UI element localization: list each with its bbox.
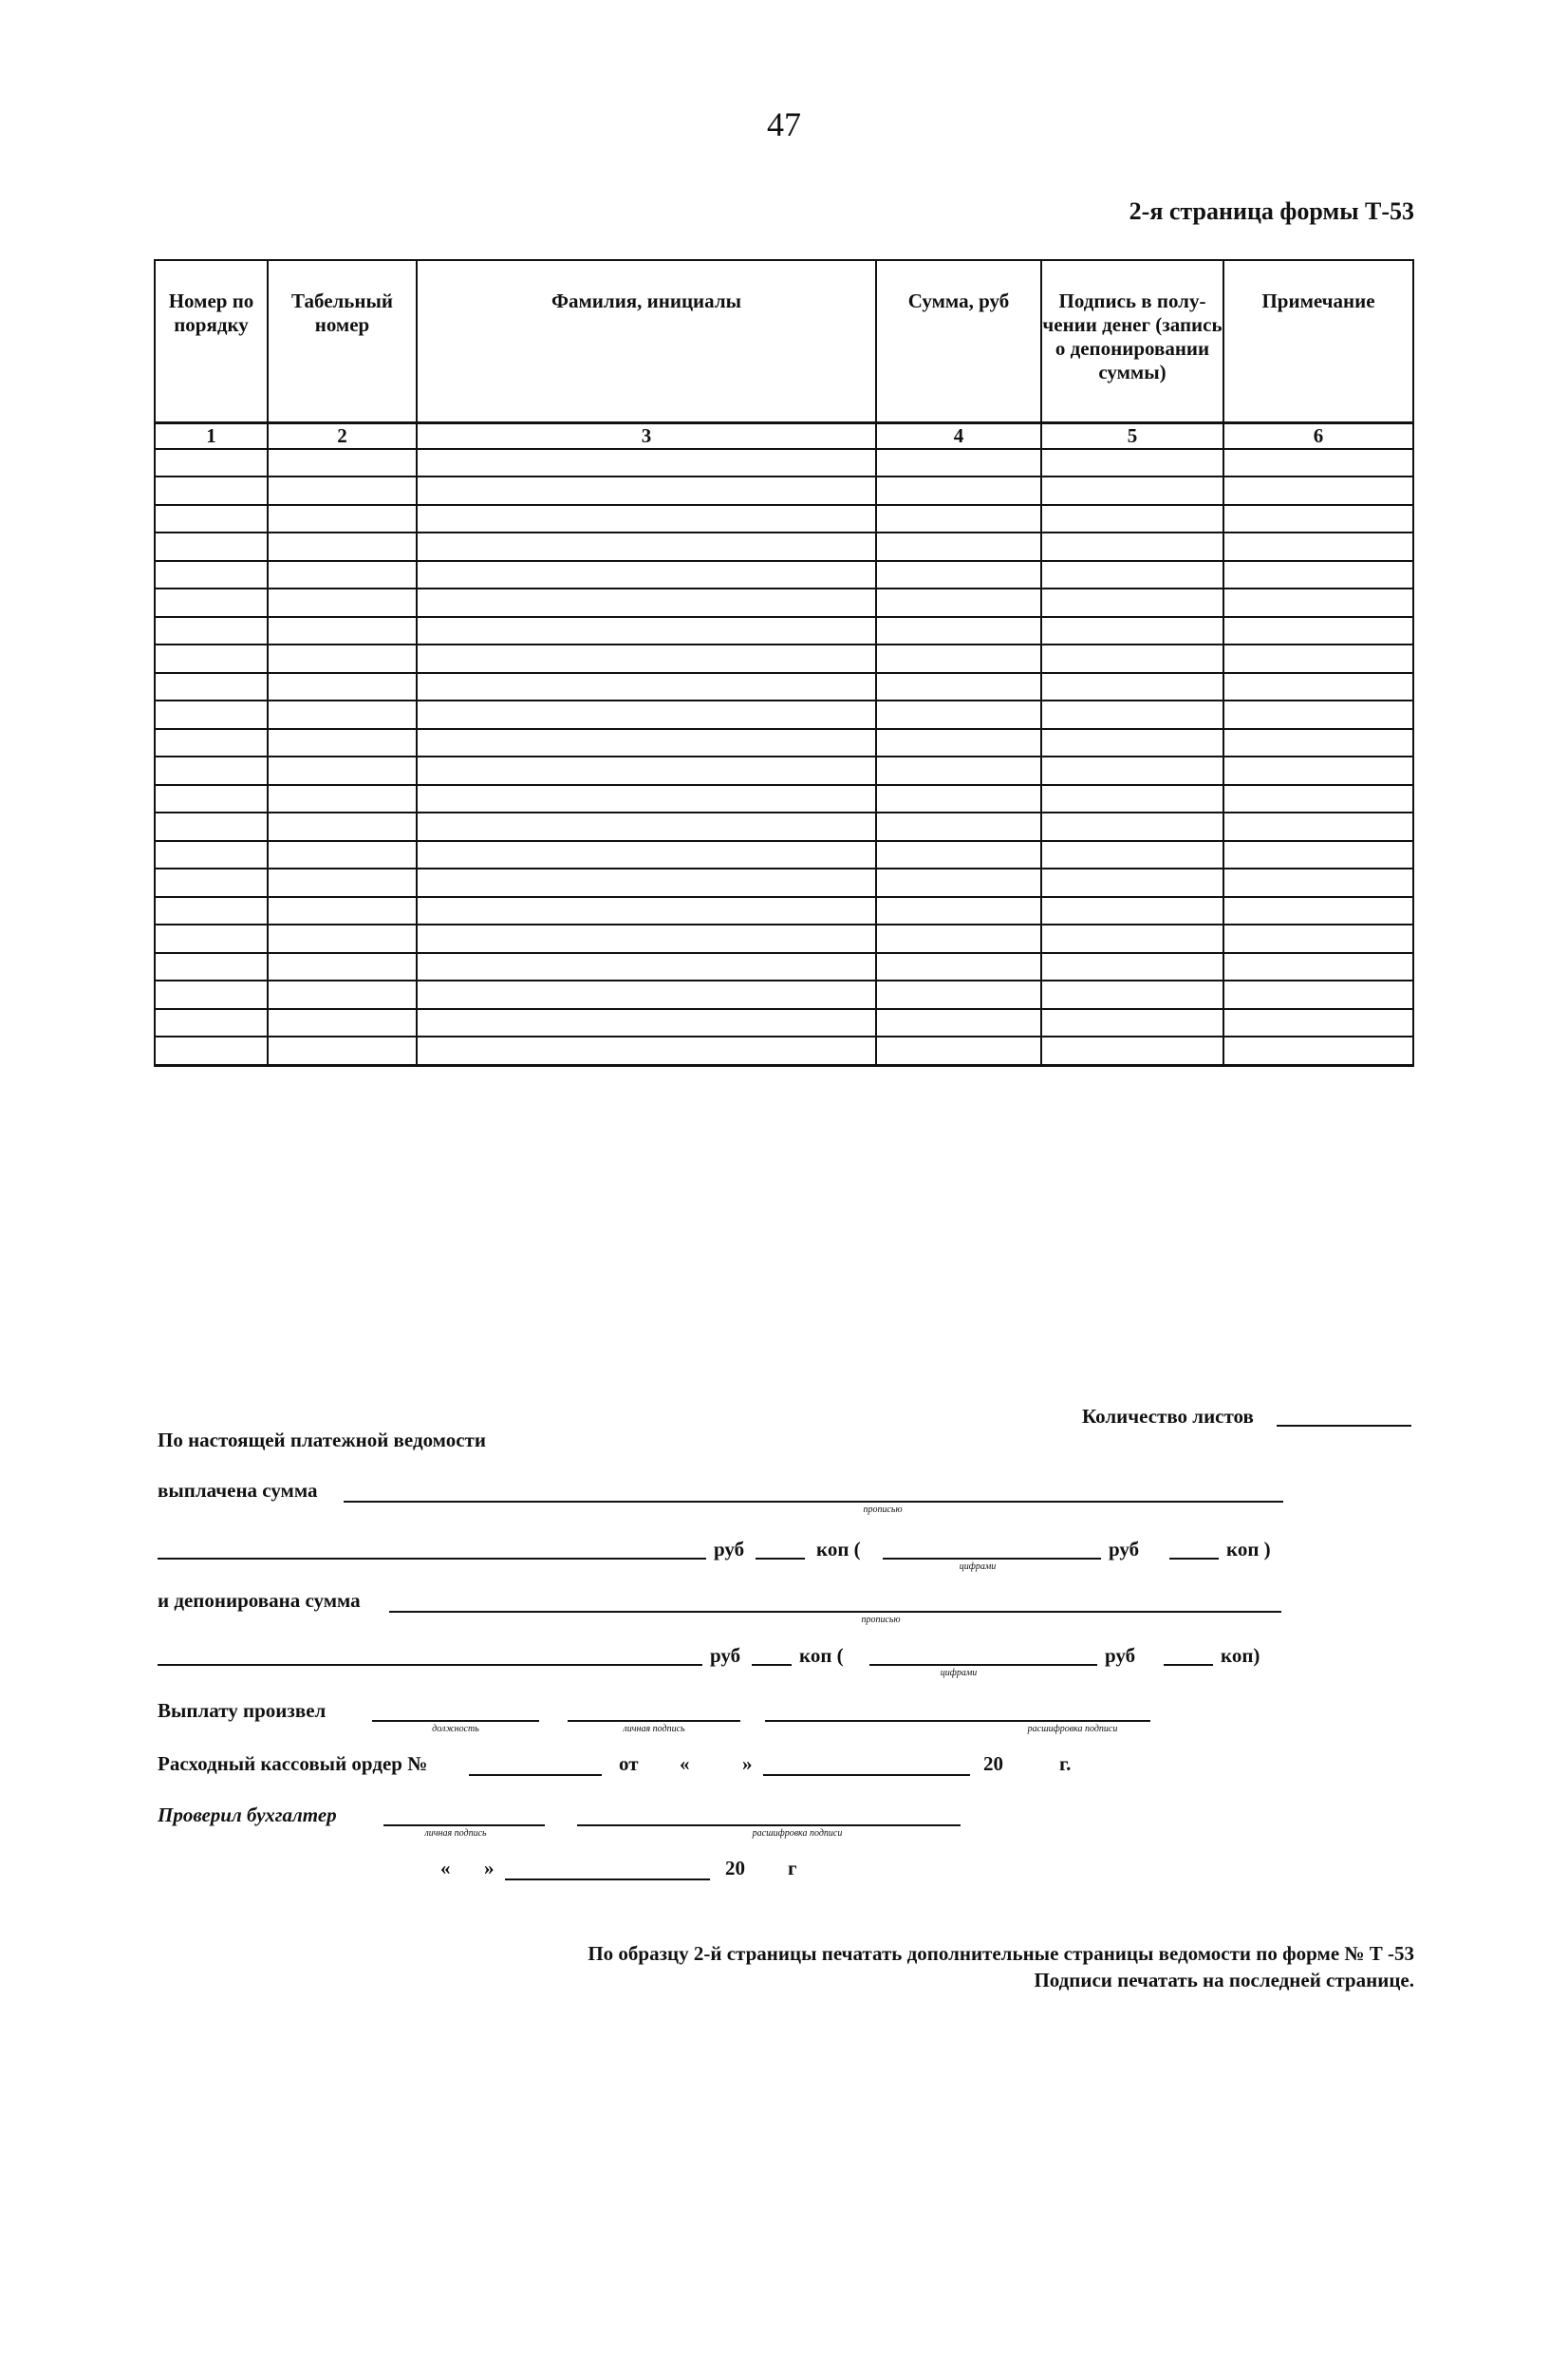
table-cell[interactable] [417,701,876,729]
table-cell[interactable] [268,953,417,981]
table-cell[interactable] [876,1009,1041,1037]
table-cell[interactable] [417,505,876,533]
table-cell[interactable] [268,925,417,953]
page-number: 47 [767,105,801,143]
table-row [155,477,1413,505]
table-cell[interactable] [417,673,876,701]
table-cell[interactable] [1223,1009,1413,1037]
table-cell[interactable] [1223,533,1413,561]
table-cell[interactable] [1041,925,1223,953]
table-cell[interactable] [1223,505,1413,533]
table-cell[interactable] [1041,505,1223,533]
table-cell[interactable] [876,449,1041,477]
table-row [155,785,1413,813]
paid-digits-caption: цифрами [959,1561,997,1572]
table-cell[interactable] [268,841,417,869]
deposited-kop2-field[interactable] [1164,1664,1213,1666]
deposited-kop-close-label: коп) [1221,1644,1260,1667]
table-cell[interactable] [1041,673,1223,701]
table-cell[interactable] [155,897,268,925]
deposited-digits-caption: цифрами [940,1668,978,1678]
table-cell[interactable] [876,757,1041,785]
paid-sum-words-field-2[interactable] [158,1558,706,1560]
table-cell[interactable] [1223,589,1413,617]
table-row [155,1037,1413,1065]
table-cell[interactable] [1041,477,1223,505]
table-cell[interactable] [155,1037,268,1065]
table-cell[interactable] [417,449,876,477]
header-signature: Подпись в полу-чении денег (запись о депонировании суммы) [1041,260,1223,422]
table-cell[interactable] [155,617,268,645]
paid-sum-words-field[interactable] [344,1501,1283,1503]
table-cell[interactable] [1223,701,1413,729]
table-cell[interactable] [268,757,417,785]
table-cell[interactable] [268,477,417,505]
column-number: 5 [1041,422,1223,449]
table-cell[interactable] [268,1037,417,1065]
position-caption: должность [432,1724,479,1734]
table-cell[interactable] [1223,953,1413,981]
table-cell[interactable] [1041,561,1223,589]
table-cell[interactable] [155,505,268,533]
payment-position-field[interactable] [372,1720,539,1722]
table-row [155,729,1413,757]
table-cell[interactable] [876,477,1041,505]
table-cell[interactable] [1041,841,1223,869]
table-cell[interactable] [268,869,417,897]
payment-signature-caption: личная подпись [623,1724,685,1734]
paid-kop-open-label: коп ( [816,1538,861,1561]
table-row [155,897,1413,925]
table-cell[interactable] [417,869,876,897]
table-row [155,589,1413,617]
form-caption: 2-я страница формы Т-53 [1129,197,1414,225]
checked-signature-decode-field[interactable] [577,1824,961,1826]
table-cell[interactable] [1223,869,1413,897]
table-row [155,701,1413,729]
table-cell[interactable] [876,561,1041,589]
table-cell[interactable] [268,785,417,813]
table-cell[interactable] [417,785,876,813]
table-cell[interactable] [1041,645,1223,673]
checked-accountant-label: Проверил бухгалтер [158,1804,337,1826]
cash-order-year: 20 [983,1752,1003,1775]
table-cell[interactable] [876,953,1041,981]
table-cell[interactable] [1041,729,1223,757]
paid-sum-label: выплачена сумма [158,1479,318,1502]
checked-quote-open: « [440,1857,451,1879]
table-row [155,561,1413,589]
table-cell[interactable] [417,925,876,953]
table-row [155,925,1413,953]
footer-note-2: Подписи печатать на последней странице. [1034,1969,1414,1991]
table-cell[interactable] [417,1037,876,1065]
paid-rub-label: руб [714,1538,745,1561]
deposited-sum-digits-field[interactable] [869,1664,1097,1666]
table-cell[interactable] [155,533,268,561]
checked-decode-caption: расшифровка подписи [752,1828,843,1839]
table-row [155,673,1413,701]
deposited-rub2-label: руб [1105,1644,1136,1667]
header-sum: Сумма, руб [876,260,1041,422]
table-row [155,617,1413,645]
column-number: 6 [1223,422,1413,449]
table-cell[interactable] [1223,617,1413,645]
cash-order-from: от [619,1752,639,1775]
table-cell[interactable] [876,505,1041,533]
payment-signature-decode-field[interactable] [765,1720,1150,1722]
checked-quote-close: » [484,1857,495,1879]
table-cell[interactable] [876,897,1041,925]
table-cell[interactable] [1041,617,1223,645]
paid-words-caption: прописью [863,1505,903,1515]
column-number: 3 [417,422,876,449]
table-cell[interactable] [1223,813,1413,841]
table-cell[interactable] [417,561,876,589]
table-row [155,505,1413,533]
table-cell[interactable] [268,645,417,673]
table-cell[interactable] [1223,757,1413,785]
cash-order-number-field[interactable] [469,1774,602,1776]
table-cell[interactable] [1041,757,1223,785]
table-cell[interactable] [1041,813,1223,841]
table-cell[interactable] [155,589,268,617]
checked-year: 20 [725,1857,745,1879]
table-cell[interactable] [1223,897,1413,925]
table-row [155,757,1413,785]
table-row [155,841,1413,869]
paid-sum-digits-field[interactable] [883,1558,1101,1560]
column-number: 2 [268,422,417,449]
sheets-count-label: Количество листов [1082,1405,1254,1428]
table-cell[interactable] [876,869,1041,897]
table-row [155,981,1413,1009]
checked-year-suffix: г [788,1857,797,1879]
table-cell[interactable] [417,897,876,925]
deposited-words-caption: прописью [861,1615,901,1625]
table-cell[interactable] [1041,449,1223,477]
table-cell[interactable] [876,785,1041,813]
table-cell[interactable] [417,729,876,757]
table-cell[interactable] [155,813,268,841]
checked-signature-field[interactable] [383,1824,545,1826]
header-tab-number: Табельный номер [268,260,417,422]
deposited-kop-open-label: коп ( [799,1644,844,1667]
table-row [155,533,1413,561]
table-cell[interactable] [1041,1037,1223,1065]
table-cell[interactable] [876,1037,1041,1065]
table-cell[interactable] [1223,673,1413,701]
table-cell[interactable] [417,645,876,673]
table-cell[interactable] [268,981,417,1009]
table-cell[interactable] [268,1009,417,1037]
table-cell[interactable] [1041,701,1223,729]
table-cell[interactable] [1223,477,1413,505]
table-cell[interactable] [155,925,268,953]
table-cell[interactable] [417,953,876,981]
table-cell[interactable] [155,981,268,1009]
table-cell[interactable] [876,981,1041,1009]
table-cell[interactable] [155,1009,268,1037]
footer-note-1: По образцу 2-й страницы печатать дополнительные страницы ведомости по форме № Т -53 [588,1942,1414,1965]
table-row [155,813,1413,841]
table-cell[interactable] [1223,841,1413,869]
table-cell[interactable] [876,729,1041,757]
table-cell[interactable] [417,477,876,505]
table-row [155,1009,1413,1037]
table-row [155,869,1413,897]
table-cell[interactable] [876,589,1041,617]
table-cell[interactable] [155,785,268,813]
paid-kop-close-label: коп ) [1226,1538,1271,1561]
table-cell[interactable] [1041,785,1223,813]
table-cell[interactable] [417,841,876,869]
table-cell[interactable] [155,841,268,869]
payroll-table [154,259,1414,1067]
table-cell[interactable] [268,449,417,477]
table-cell[interactable] [417,589,876,617]
table-row [155,449,1413,477]
table-cell[interactable] [1223,729,1413,757]
column-numbers-row [155,422,1413,449]
table-cell[interactable] [876,645,1041,673]
table-cell[interactable] [1041,869,1223,897]
table-cell[interactable] [1041,589,1223,617]
checked-signature-caption: личная подпись [424,1828,487,1839]
cash-order-year-suffix: г. [1059,1752,1072,1775]
table-cell[interactable] [155,869,268,897]
table-cell[interactable] [268,505,417,533]
cash-order-quote-close: » [742,1752,753,1775]
header-row-number: Номер по порядку [155,260,268,422]
table-cell[interactable] [417,533,876,561]
checked-date-field[interactable] [505,1878,710,1880]
table-cell[interactable] [268,701,417,729]
table-cell[interactable] [1041,953,1223,981]
payment-signature-field[interactable] [568,1720,740,1722]
table-cell[interactable] [1041,1009,1223,1037]
sheets-count-field[interactable] [1277,1425,1411,1427]
table-cell[interactable] [155,701,268,729]
table-cell[interactable] [155,673,268,701]
table-cell[interactable] [876,533,1041,561]
table-cell[interactable] [155,645,268,673]
paid-rub2-label: руб [1109,1538,1140,1561]
table-cell[interactable] [268,617,417,645]
table-cell[interactable] [1223,1037,1413,1065]
table-cell[interactable] [155,729,268,757]
table-cell[interactable] [155,561,268,589]
table-cell[interactable] [876,813,1041,841]
header-note: Примечание [1223,260,1413,422]
table-cell[interactable] [268,673,417,701]
table-cell[interactable] [268,589,417,617]
deposited-sum-words-field[interactable] [389,1611,1281,1613]
table-cell[interactable] [1223,925,1413,953]
table-cell[interactable] [1223,645,1413,673]
table-cell[interactable] [268,813,417,841]
deposited-kop-field[interactable] [752,1664,792,1666]
table-cell[interactable] [876,617,1041,645]
table-cell[interactable] [268,897,417,925]
table-row [155,645,1413,673]
table-cell[interactable] [1041,897,1223,925]
table-cell[interactable] [876,841,1041,869]
table-cell[interactable] [417,757,876,785]
table-cell[interactable] [268,533,417,561]
cash-order-label: Расходный кассовый ордер № [158,1752,428,1775]
cash-order-quote-open: « [680,1752,690,1775]
column-number: 1 [155,422,268,449]
column-number: 4 [876,422,1041,449]
table-row [155,953,1413,981]
table-cell[interactable] [417,617,876,645]
table-cell[interactable] [876,673,1041,701]
deposited-sum-words-field-2[interactable] [158,1664,702,1666]
table-cell[interactable] [155,953,268,981]
deposited-sum-label: и депонирована сумма [158,1589,361,1612]
table-cell[interactable] [1041,981,1223,1009]
cash-order-month-field[interactable] [763,1774,970,1776]
table-cell[interactable] [417,981,876,1009]
table-cell[interactable] [417,813,876,841]
table-cell[interactable] [1041,533,1223,561]
paid-kop-field[interactable] [756,1558,805,1560]
table-cell[interactable] [876,701,1041,729]
table-cell[interactable] [155,477,268,505]
table-cell[interactable] [1223,561,1413,589]
table-cell[interactable] [268,561,417,589]
intro-text: По настоящей платежной ведомости [158,1429,486,1451]
table-cell[interactable] [417,1009,876,1037]
table-cell[interactable] [268,729,417,757]
paid-kop2-field[interactable] [1169,1558,1219,1560]
table-cell[interactable] [1223,785,1413,813]
payment-decode-caption: расшифровка подписи [1027,1724,1118,1734]
deposited-rub-label: руб [710,1644,741,1667]
table-cell[interactable] [155,757,268,785]
table-cell[interactable] [1223,981,1413,1009]
payment-made-label: Выплату произвел [158,1699,327,1722]
table-header-row [155,260,1413,422]
header-name: Фамилия, инициалы [417,260,876,422]
table-cell[interactable] [876,925,1041,953]
table-cell[interactable] [155,449,268,477]
table-cell[interactable] [1223,449,1413,477]
